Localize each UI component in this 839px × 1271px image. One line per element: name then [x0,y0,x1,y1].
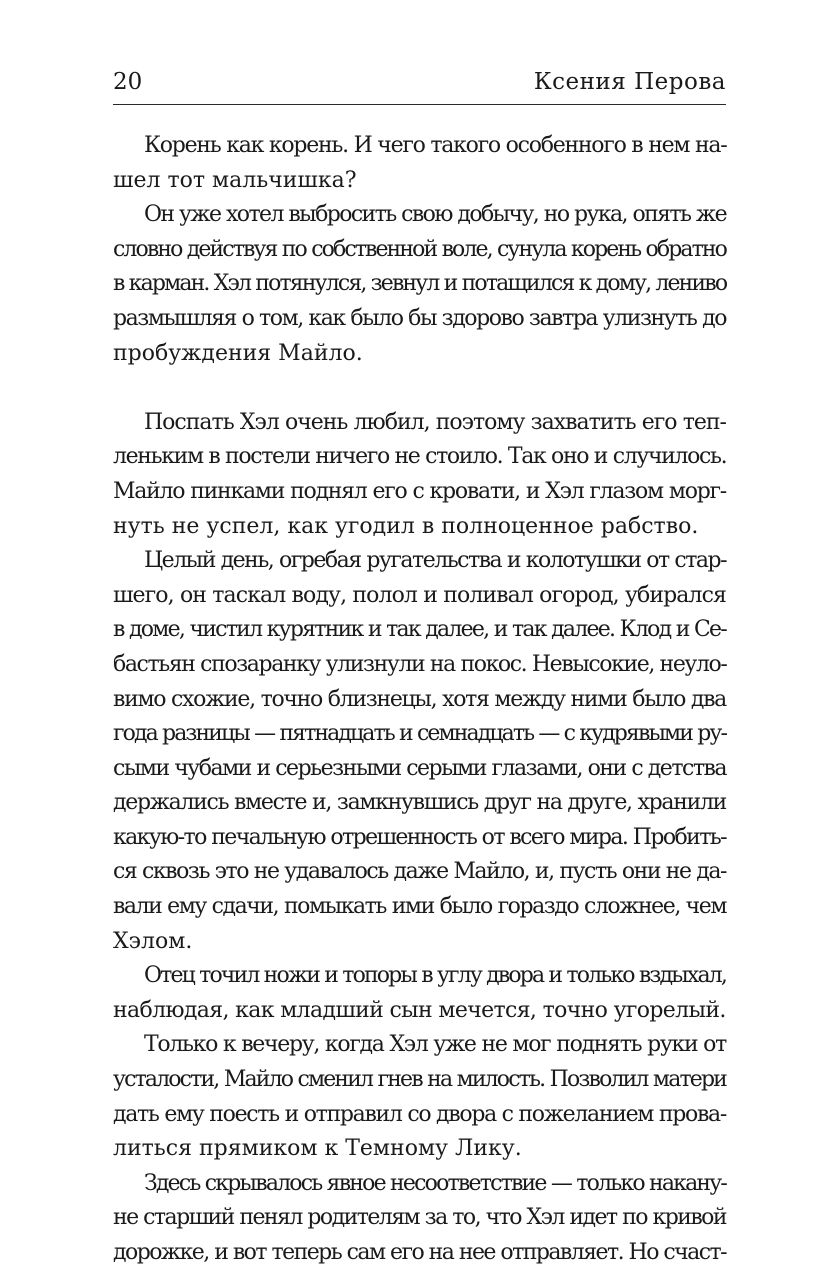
text-line: бастьян спозаранку улизнули на покос. Невысокие, неуло- [113,651,727,677]
text-line: усталости, Майло сменил гнев на милость. Позволил матери [113,1067,726,1093]
text-line: года разницы — пятнадцать и семнадцать — с кудрявыми ру- [113,721,726,747]
text-line: Корень как корень. И чего такого особенного в нем на- [144,133,727,158]
text-line: держались вместе и, замкнувшись друг на друге, хранили [113,790,726,816]
body-text [113,129,726,1271]
text-line: шего, он таскал воду, полол и поливал огород, убирался [113,582,726,608]
text-line: вимо схожие, точно близнецы, хотя между ними было два [113,686,726,712]
text-line: дорожке, и вот теперь сам его на нее отправляет. Но счаст- [113,1240,726,1265]
page-number: 20 [113,69,143,95]
paragraph [113,1167,726,1271]
text-line: Майло пинками поднял его с кровати, и Хэл глазом морг- [113,478,726,504]
paragraph [113,544,726,959]
text-line: в карман. Хэл потянулся, зевнул и потащился к дому, лениво [113,271,727,297]
text-line: размышляя о том, как было бы здорово завтра улизнуть до [113,305,726,331]
running-head [113,66,726,106]
paragraph [113,129,726,198]
text-line: леньким в постели ничего не стоило. Так оно и случилось. [113,444,727,470]
paragraph [113,406,726,544]
text-line: Отец точил ножи и топоры в углу двора и только вздыхал, [144,963,726,989]
text-line: литься прямиком к Темному Лику. [113,1136,522,1162]
text-line: Он уже хотел выбросить свою добычу, но рука, опять же [144,202,726,228]
header-rule [113,104,726,105]
paragraph [113,1028,726,1166]
text-line: Только к вечеру, когда Хэл уже не мог поднять руки от [144,1032,726,1058]
text-line: нуть не успел, как угодил в полноценное рабство. [113,513,699,539]
text-line: в доме, чистил курятник и так далее, и так далее. Клод и Се- [113,617,726,643]
text-line: Хэлом. [113,928,193,954]
text-line: дать ему поесть и отправил со двора с пожеланием прова- [113,1101,726,1127]
text-line: Поспать Хэл очень любил, поэтому захватить его теп- [144,409,726,435]
text-line: не старший пенял родителям за то, что Хэл идет по кривой [113,1205,726,1231]
text-line: Целый день, огребая ругательства и колотушки от стар- [144,548,726,574]
text-line: сыми чубами и серьезными серыми глазами, они с детства [113,755,726,781]
text-line: пробуждения Майло. [113,340,363,366]
text-line: ся сквозь это не удавалось даже Майло, и, пусть они не да- [113,859,726,885]
paragraph [113,198,726,371]
text-line: какую-то печальную отрешенность от всего мира. Пробить- [113,824,726,850]
paragraph [113,959,726,1028]
text-line: словно действуя по собственной воле, сунула корень обратно [113,236,726,262]
text-line: наблюдая, как младший сын мечется, точно угорелый. [113,997,726,1023]
section-break [113,371,726,406]
text-line: шел тот мальчишка? [113,167,357,193]
text-line: вали ему сдачи, помыкать ими было гораздо сложнее, чем [113,894,726,920]
text-line: Здесь скрывалось явное несоответствие — только накану- [144,1170,727,1196]
running-title: Ксения Перова [533,69,726,95]
